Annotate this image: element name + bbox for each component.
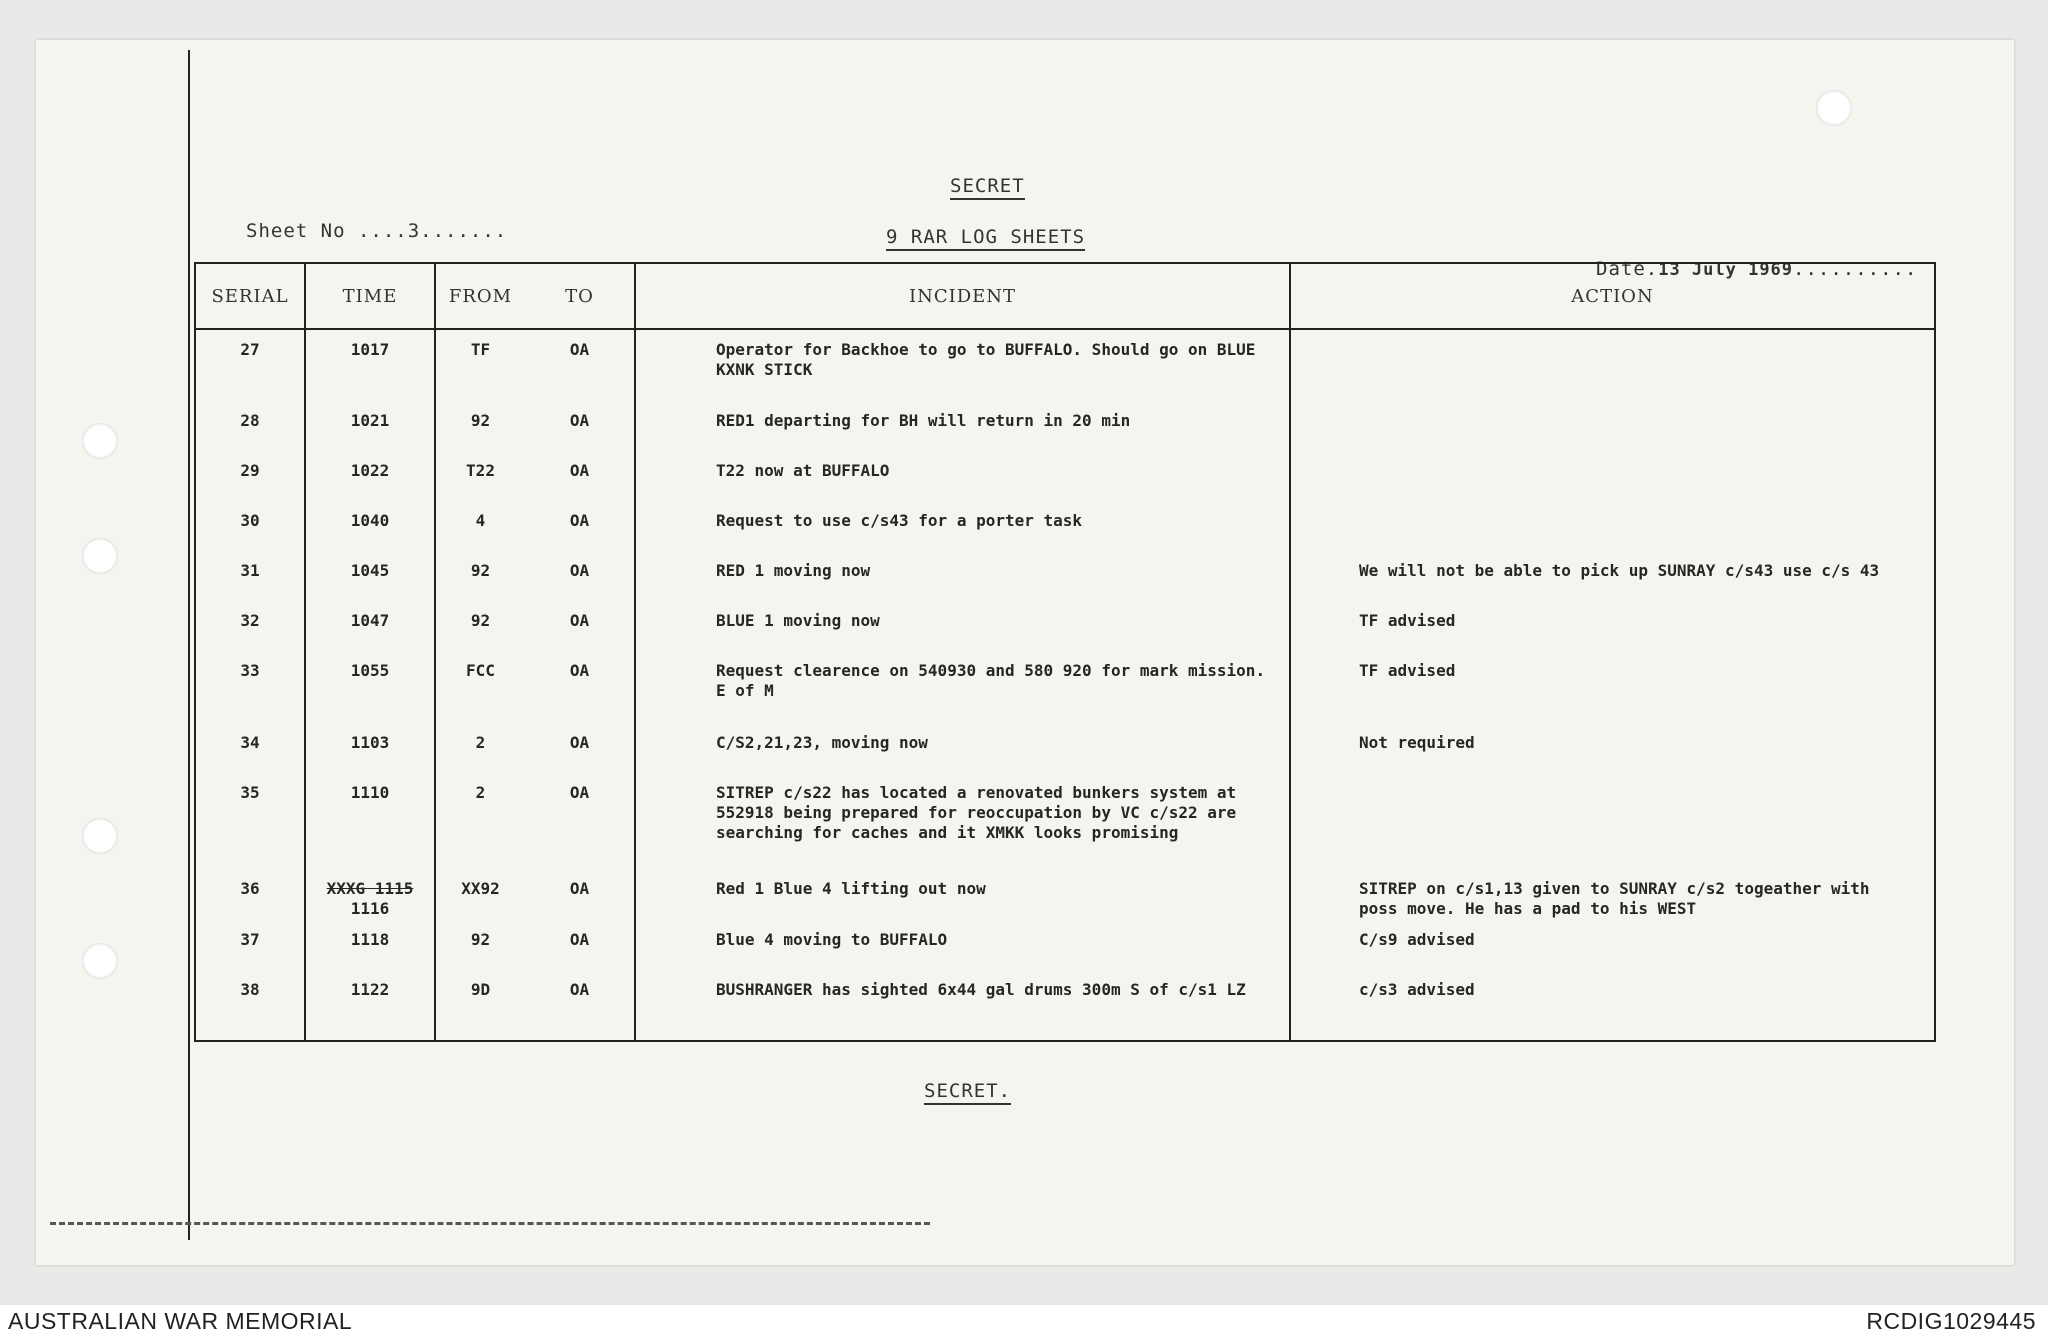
cell-serial: 37	[240, 930, 260, 949]
cell-incident: RED1 departing for BH will return in 20 min	[635, 401, 1290, 451]
punch-hole	[1816, 90, 1852, 126]
cell-to: OA	[569, 611, 590, 630]
cell-time: 1110	[305, 773, 435, 869]
log-table	[194, 262, 1936, 1042]
cell-action	[1290, 401, 1935, 451]
struck-time: XXXG 1115	[326, 879, 414, 898]
cell-to: OA	[569, 411, 590, 430]
cell-to: OA	[569, 461, 590, 480]
cell-action	[1290, 451, 1935, 501]
cell-to: OA	[569, 930, 590, 949]
cell-serial: 32	[240, 611, 260, 630]
cell-action: Not required	[1290, 723, 1935, 773]
cell-serial: 27	[240, 340, 260, 359]
cell-from: 92	[435, 551, 525, 601]
cell-serial: 34	[240, 733, 260, 752]
cell-from: T22	[435, 451, 525, 501]
cell-from: FCC	[435, 651, 525, 723]
cell-time: XXXG 1115 1116	[305, 869, 435, 920]
cell-from: 92	[435, 401, 525, 451]
cell-serial: 33	[240, 661, 260, 680]
cell-to: OA	[569, 561, 590, 580]
cell-time: 1055	[305, 651, 435, 723]
cell-action	[1290, 773, 1935, 869]
document-title: 9 RAR LOG SHEETS	[886, 226, 1085, 248]
footer-record-id: RCDIG1029445	[1866, 1308, 2036, 1334]
cell-time: 1022	[305, 451, 435, 501]
cell-time: 1021	[305, 401, 435, 451]
margin-rule	[188, 50, 190, 1240]
col-incident: INCIDENT	[635, 263, 1290, 329]
cell-to: OA	[569, 733, 590, 752]
table-row	[195, 920, 1935, 970]
cell-from: 9D	[435, 970, 525, 1041]
cell-serial: 31	[240, 561, 260, 580]
punch-hole	[82, 818, 118, 854]
cell-incident: Request clearence on 540930 and 580 920 for mark mission. E of M	[635, 651, 1290, 723]
cell-incident: BUSHRANGER has sighted 6x44 gal drums 300m S of c/s1 LZ	[635, 970, 1290, 1041]
table-row	[195, 970, 1935, 1041]
cell-serial: 29	[240, 461, 260, 480]
col-action: ACTION	[1290, 263, 1935, 329]
cell-incident: SITREP c/s22 has located a renovated bunkers system at 552918 being prepared for reoccupation by VC c/s22 are searching for caches and it XMKK looks promising	[635, 773, 1290, 869]
cell-incident: Request to use c/s43 for a porter task	[635, 501, 1290, 551]
scan-artifact	[50, 1222, 930, 1229]
table-row	[195, 723, 1935, 773]
cell-time: 1122	[305, 970, 435, 1041]
classification-top: SECRET	[950, 175, 1025, 197]
cell-incident: Operator for Backhoe to go to BUFFALO. Should go on BLUE KXNK STICK	[635, 329, 1290, 401]
col-serial: SERIAL	[195, 263, 305, 329]
cell-time: 1040	[305, 501, 435, 551]
cell-action: We will not be able to pick up SUNRAY c/s43 use c/s 43	[1290, 551, 1935, 601]
cell-time: 1017	[305, 329, 435, 401]
cell-serial: 36	[240, 879, 260, 898]
cell-to: OA	[569, 511, 590, 530]
cell-time: 1118	[305, 920, 435, 970]
col-to: TO	[525, 263, 635, 329]
table-row	[195, 451, 1935, 501]
cell-action: SITREP on c/s1,13 given to SUNRAY c/s2 togeather with poss move. He has a pad to his WEST	[1290, 869, 1935, 920]
cell-to: OA	[569, 980, 590, 999]
cell-time: 1047	[305, 601, 435, 651]
cell-from: 92	[435, 601, 525, 651]
cell-incident: RED 1 moving now	[635, 551, 1290, 601]
table-header-row	[195, 263, 1935, 329]
table-row	[195, 651, 1935, 723]
cell-serial: 28	[240, 411, 260, 430]
table-row	[195, 501, 1935, 551]
cell-incident: Blue 4 moving to BUFFALO	[635, 920, 1290, 970]
cell-incident: BLUE 1 moving now	[635, 601, 1290, 651]
cell-incident: T22 now at BUFFALO	[635, 451, 1290, 501]
cell-action: C/s9 advised	[1290, 920, 1935, 970]
cell-action: c/s3 advised	[1290, 970, 1935, 1041]
cell-action	[1290, 501, 1935, 551]
cell-incident: Red 1 Blue 4 lifting out now	[635, 869, 1290, 920]
punch-hole	[82, 423, 118, 459]
cell-action: TF advised	[1290, 601, 1935, 651]
cell-time: 1045	[305, 551, 435, 601]
cell-from: XX92	[435, 869, 525, 920]
cell-serial: 30	[240, 511, 260, 530]
cell-from: 2	[435, 723, 525, 773]
cell-serial: 38	[240, 980, 260, 999]
cell-action: TF advised	[1290, 651, 1935, 723]
cell-from: TF	[435, 329, 525, 401]
cell-serial: 35	[240, 783, 260, 802]
footer-institution: AUSTRALIAN WAR MEMORIAL	[8, 1308, 353, 1334]
cell-to: OA	[569, 661, 590, 680]
table-row	[195, 869, 1935, 920]
punch-hole	[82, 538, 118, 574]
cell-to: OA	[569, 783, 590, 802]
col-from: FROM	[435, 263, 525, 329]
cell-from: 2	[435, 773, 525, 869]
cell-incident: C/S2,21,23, moving now	[635, 723, 1290, 773]
log-date: Date.13 July 1969..........	[1596, 258, 1918, 280]
table-row	[195, 551, 1935, 601]
table-row	[195, 401, 1935, 451]
classification-bottom: SECRET.	[924, 1080, 1011, 1102]
col-time: TIME	[305, 263, 435, 329]
cell-from: 4	[435, 501, 525, 551]
cell-time: 1103	[305, 723, 435, 773]
cell-to: OA	[569, 340, 590, 359]
table-row	[195, 329, 1935, 401]
sheet-number: Sheet No ....3.......	[246, 220, 508, 242]
cell-action	[1290, 329, 1935, 401]
cell-to: OA	[569, 879, 590, 898]
cell-from: 92	[435, 920, 525, 970]
punch-hole	[82, 943, 118, 979]
table-row	[195, 601, 1935, 651]
table-row	[195, 773, 1935, 869]
